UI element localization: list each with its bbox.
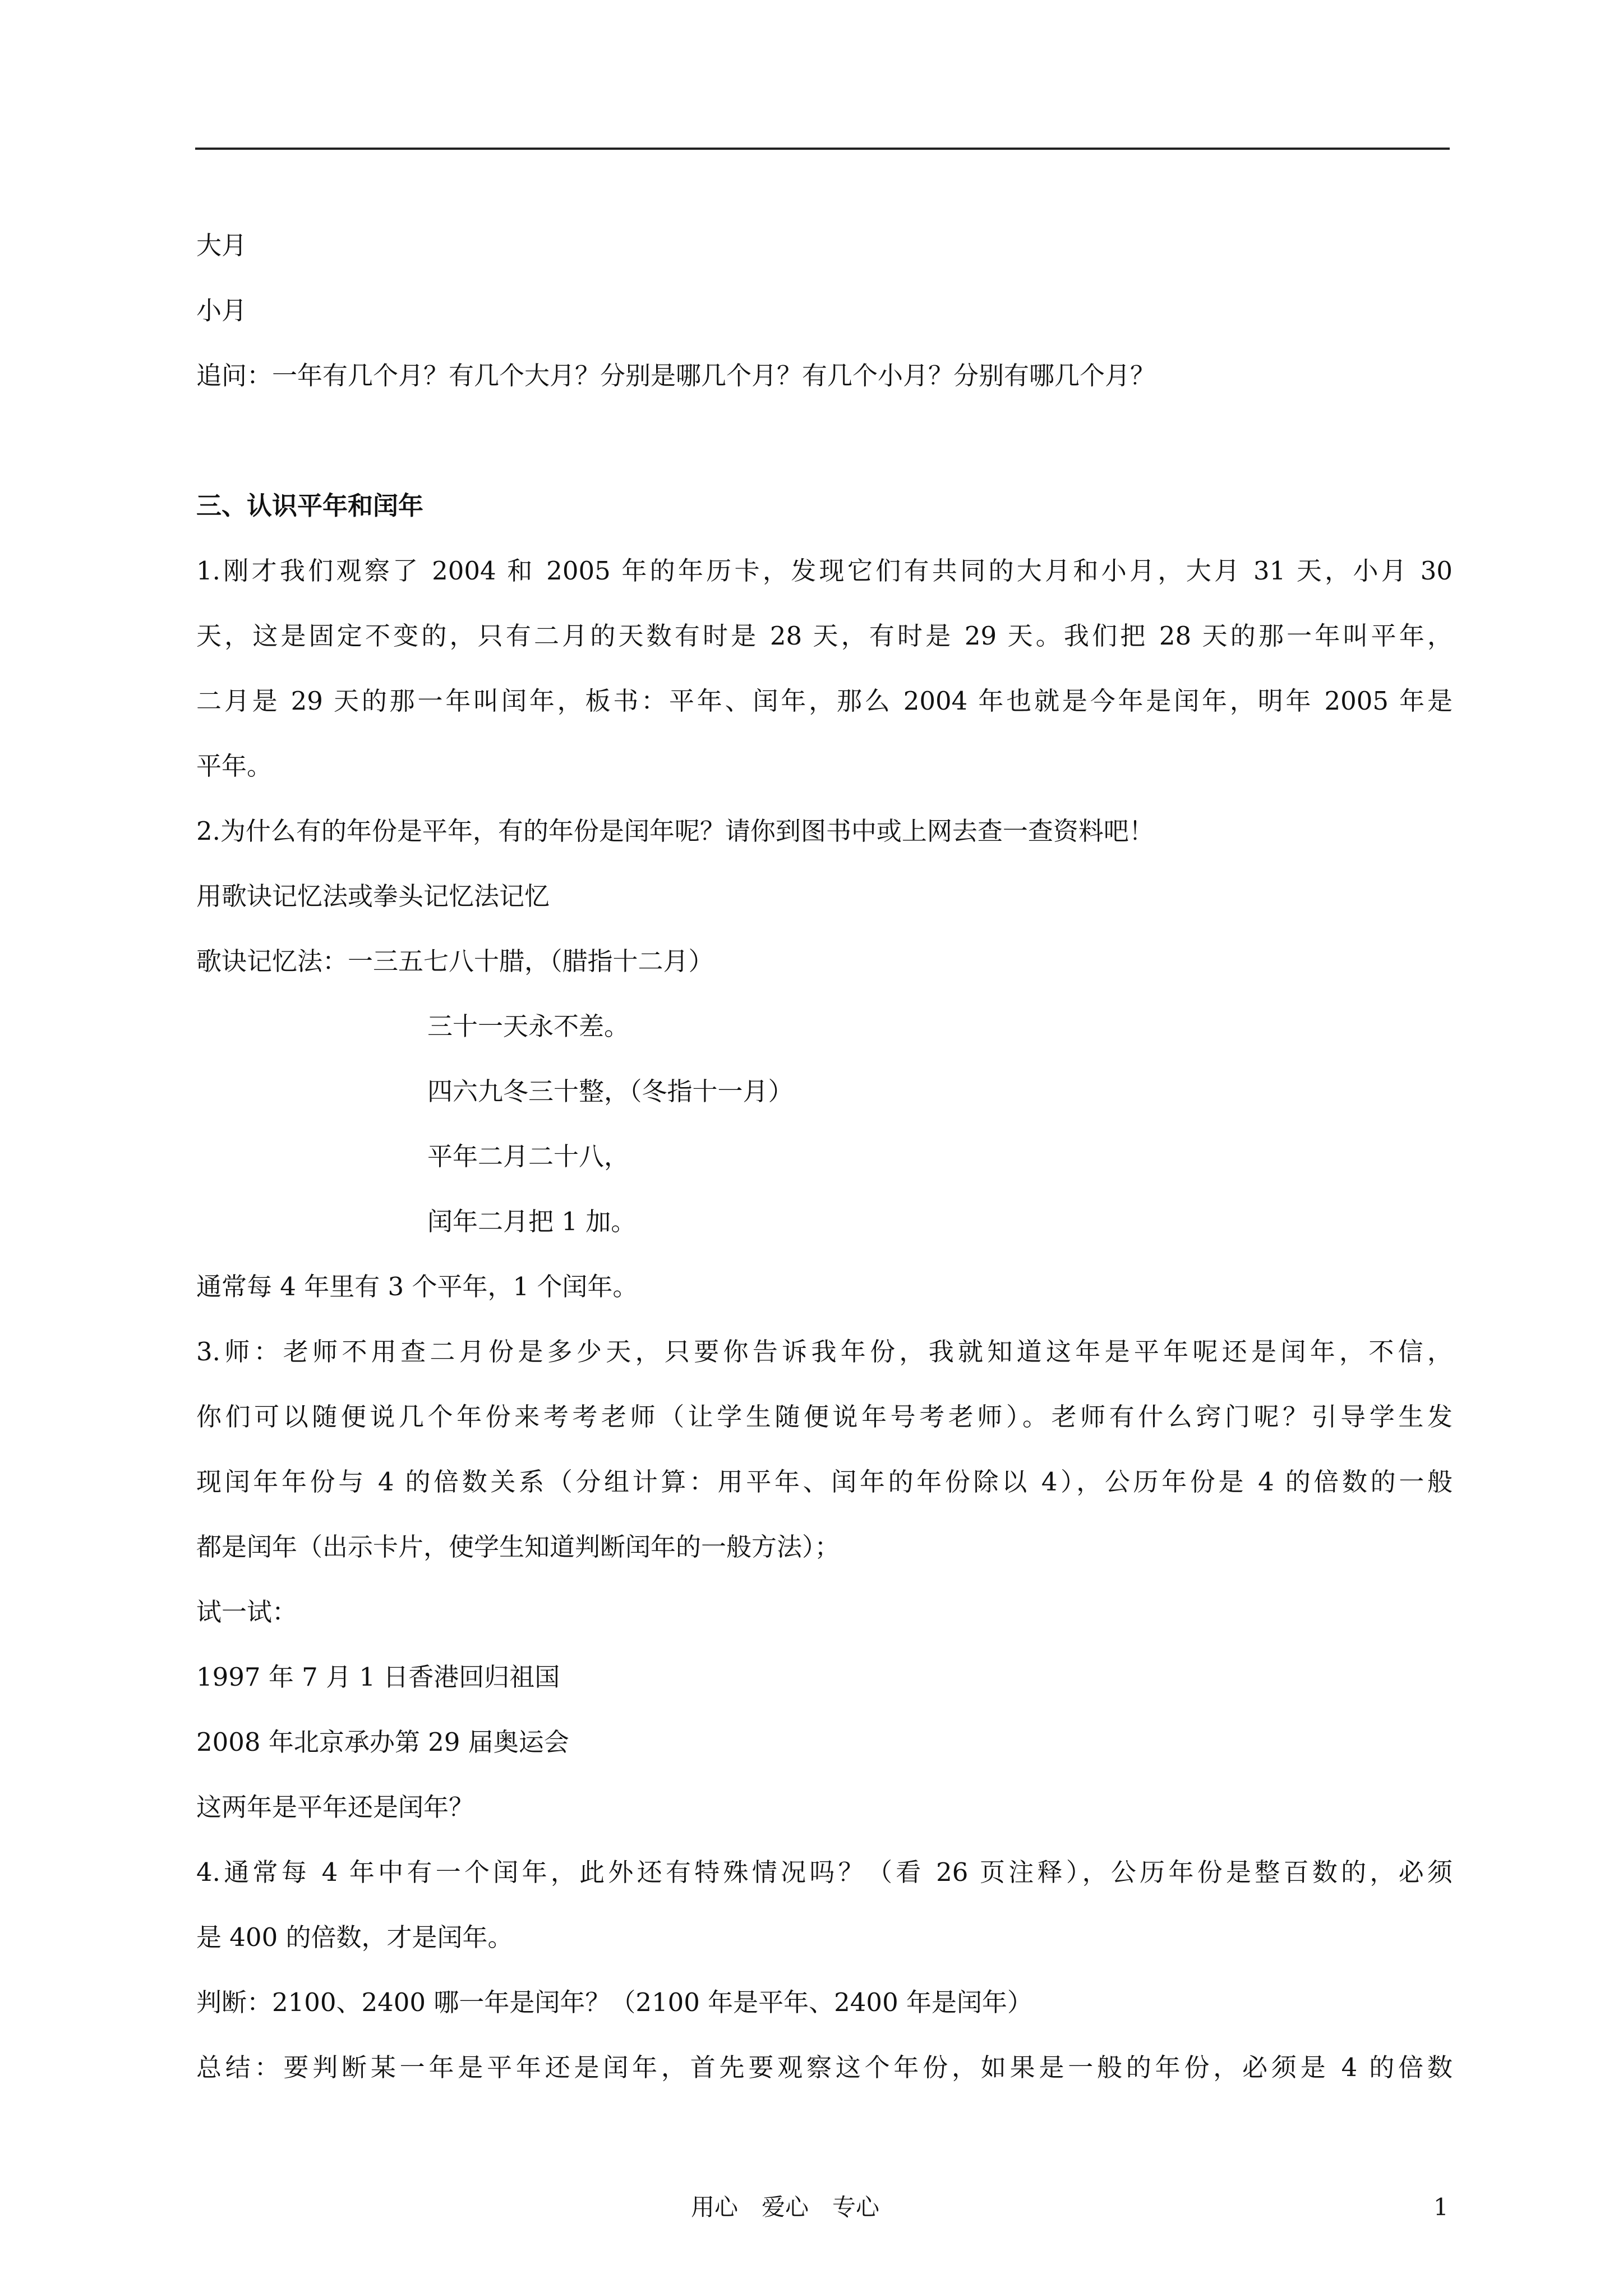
paragraph-1-line-3: 二月是 29 天的那一年叫闰年，板书：平年、闰年，那么 2004 年也就是今年是闰年，明年 2005 年是 <box>196 686 1453 716</box>
usually-statement: 通常每 4 年里有 3 个平年，1 个闰年。 <box>196 1272 638 1301</box>
text-line-small-month: 小月 <box>196 296 247 325</box>
text-line-big-month: 大月 <box>196 231 247 260</box>
rhyme-line-4: 平年二月二十八， <box>427 1142 630 1171</box>
rhyme-line-3: 四六九冬三十整，（冬指十一月） <box>427 1076 794 1106</box>
document-body <box>196 213 1453 2100</box>
memory-intro: 用歌诀记忆法或拳头记忆法记忆 <box>196 881 550 911</box>
paragraph-3-line-2: 你们可以随便说几个年份来考考老师（让学生随便说年号考老师）。老师有什么窍门呢？引导学生发 <box>196 1402 1453 1432</box>
paragraph-3-line-3: 现闰年年份与 4 的倍数关系（分组计算：用平年、闰年的年份除以 4），公历年份是 4 的倍数的一般 <box>196 1467 1453 1497</box>
paragraph-4-line-2: 是 400 的倍数，才是闰年。 <box>196 1922 513 1952</box>
example-2: 2008 年北京承办第 29 届奥运会 <box>196 1727 569 1757</box>
paragraph-1-line-1: 1.刚才我们观察了 2004 和 2005 年的年历卡，发现它们有共同的大月和小月，大月 31 天，小月 30 <box>196 556 1453 586</box>
paragraph-3-line-1: 3.师：老师不用查二月份是多少天，只要你告诉我年份，我就知道这年是平年呢还是闰年，不信， <box>196 1337 1453 1366</box>
rhyme-line-5: 闰年二月把 1 加。 <box>427 1207 637 1236</box>
header-rule <box>195 148 1450 150</box>
summary-line: 总结：要判断某一年是平年还是闰年，首先要观察这个年份，如果是一般的年份，必须是 4 的倍数 <box>196 2053 1453 2082</box>
try-it-label: 试一试： <box>196 1597 298 1627</box>
example-question: 这两年是平年还是闰年？ <box>196 1792 474 1822</box>
blank-line <box>196 408 1453 473</box>
paragraph-1-line-2: 天，这是固定不变的，只有二月的天数有时是 28 天，有时是 29 天。我们把 28 天的那一年叫平年， <box>196 621 1453 651</box>
judge-question: 判断：2100、2400 哪一年是闰年？（2100 年是平年、2400 年是闰年） <box>196 1987 1033 2017</box>
paragraph-1-line-4: 平年。 <box>196 751 273 781</box>
paragraph-2: 2.为什么有的年份是平年，有的年份是闰年呢？请你到图书中或上网去查一查资料吧！ <box>196 816 1154 846</box>
example-1: 1997 年 7 月 1 日香港回归祖国 <box>196 1662 560 1692</box>
paragraph-4-line-1: 4.通常每 4 年中有一个闰年，此外还有特殊情况吗？（看 26 页注释），公历年份是整百数的，必须 <box>196 1857 1453 1887</box>
rhyme-line-1: 歌诀记忆法：一三五七八十腊，（腊指十二月） <box>196 946 714 976</box>
rhyme-line-2: 三十一天永不差。 <box>427 1011 630 1041</box>
footer-motto: 用心 爱心 专心 <box>691 2193 880 2221</box>
paragraph-3-line-4: 都是闰年（出示卡片，使学生知道判断闰年的一般方法）； <box>196 1532 840 1562</box>
page-number: 1 <box>1433 2193 1449 2221</box>
text-line-follow-up-question: 追问：一年有几个月？有几个大月？分别是哪几个月？有几个小月？分别有哪几个月？ <box>196 361 1156 390</box>
section-heading: 三、认识平年和闰年 <box>196 491 424 521</box>
